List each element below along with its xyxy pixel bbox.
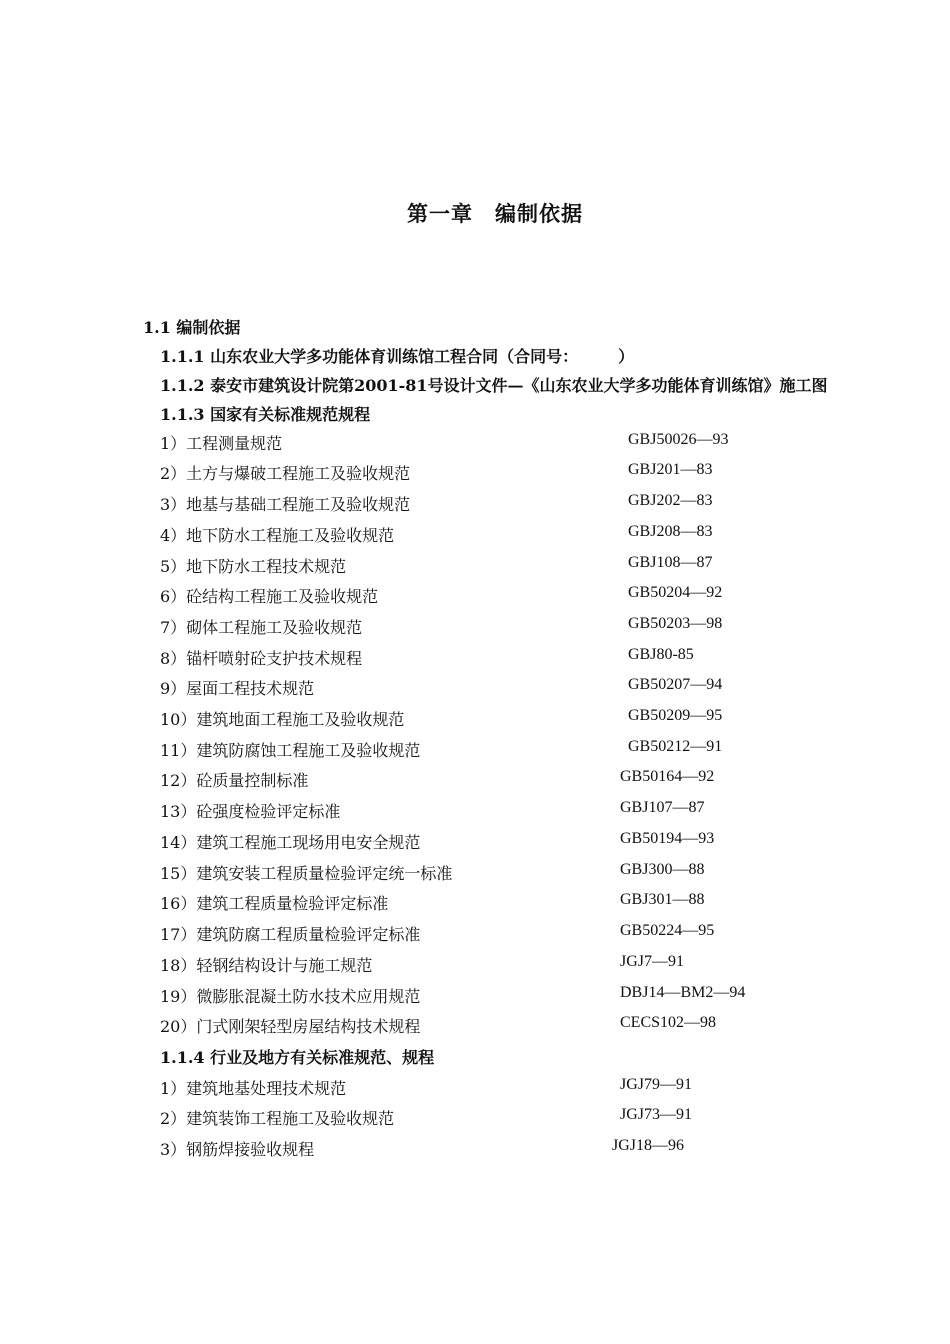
list-item: 7）砌体工程施工及验收规范 [160, 618, 363, 637]
list-item: 11）建筑防腐蚀工程施工及验收规范 [160, 741, 421, 760]
standard-code: GB50224—95 [620, 922, 715, 939]
standard-code: GBJ80-85 [628, 646, 694, 663]
list-item: 20）门式刚架轻型房屋结构技术规程 [160, 1017, 421, 1036]
standard-code: GBJ300—88 [620, 861, 705, 878]
standard-code: GB50194—93 [620, 830, 715, 847]
list-item: 3）地基与基础工程施工及验收规范 [160, 495, 411, 514]
list-item: 13）砼强度检验评定标准 [160, 802, 341, 821]
list-item: 5）地下防水工程技术规范 [160, 557, 347, 576]
standard-code: GB50164—92 [620, 768, 715, 785]
standard-code: JGJ73—91 [620, 1106, 693, 1123]
list-item: 3）钢筋焊接验收规程 [160, 1140, 315, 1159]
standard-code: GB50204—92 [628, 584, 723, 601]
list-item: 1）建筑地基处理技术规范 [160, 1079, 347, 1098]
standard-code: GBJ201—83 [628, 461, 713, 478]
list-item: 12）砼质量控制标准 [160, 771, 309, 790]
standard-code: GBJ301—88 [620, 891, 705, 908]
list-item: 14）建筑工程施工现场用电安全规范 [160, 833, 421, 852]
list-item: 6）砼结构工程施工及验收规范 [160, 587, 379, 606]
list-item: 9）屋面工程技术规范 [160, 679, 315, 698]
standard-code: GBJ208—83 [628, 523, 713, 540]
list-item: 18）轻钢结构设计与施工规范 [160, 956, 373, 975]
standard-code: DBJ14—BM2—94 [620, 984, 746, 1001]
subsection-design-docs: 1.1.2 泰安市建筑设计院第2001-81号设计文件—《山东农业大学多功能体育训练馆》施工图 [160, 376, 828, 395]
list-item: 19）微膨胀混凝土防水技术应用规范 [160, 987, 421, 1006]
standard-code: JGJ7—91 [620, 953, 685, 970]
standard-code: GB50212—91 [628, 738, 723, 755]
standard-code: GB50203—98 [628, 615, 723, 632]
standard-code: CECS102—98 [620, 1014, 717, 1031]
standard-code: GBJ108—87 [628, 554, 713, 571]
standard-code: GBJ50026—93 [628, 431, 729, 448]
standard-code: GB50209—95 [628, 707, 723, 724]
list-item: 17）建筑防腐工程质量检验评定标准 [160, 925, 421, 944]
list-item: 1）工程测量规范 [160, 434, 283, 453]
list-item: 8）锚杆喷射砼支护技术规程 [160, 649, 363, 668]
section-heading: 1.1 编制依据 [143, 318, 241, 337]
subsection-national-standards: 1.1.3 国家有关标准规范规程 [160, 405, 371, 424]
list-item: 2）土方与爆破工程施工及验收规范 [160, 464, 411, 483]
subsection-industry-standards: 1.1.4 行业及地方有关标准规范、规程 [160, 1048, 435, 1067]
list-item: 16）建筑工程质量检验评定标准 [160, 894, 389, 913]
list-item: 15）建筑安装工程质量检验评定统一标准 [160, 864, 453, 883]
standard-code: GB50207—94 [628, 676, 723, 693]
list-item: 2）建筑装饰工程施工及验收规范 [160, 1109, 395, 1128]
standard-code: JGJ18—96 [612, 1137, 685, 1154]
chapter-title: 第一章 编制依据 [407, 201, 583, 226]
standard-code: JGJ79—91 [620, 1076, 693, 1093]
list-item: 4）地下防水工程施工及验收规范 [160, 526, 395, 545]
subsection-contract: 1.1.1 山东农业大学多功能体育训练馆工程合同（合同号： ） [160, 347, 635, 366]
list-item: 10）建筑地面工程施工及验收规范 [160, 710, 405, 729]
standard-code: GBJ202—83 [628, 492, 713, 509]
standard-code: GBJ107—87 [620, 799, 705, 816]
